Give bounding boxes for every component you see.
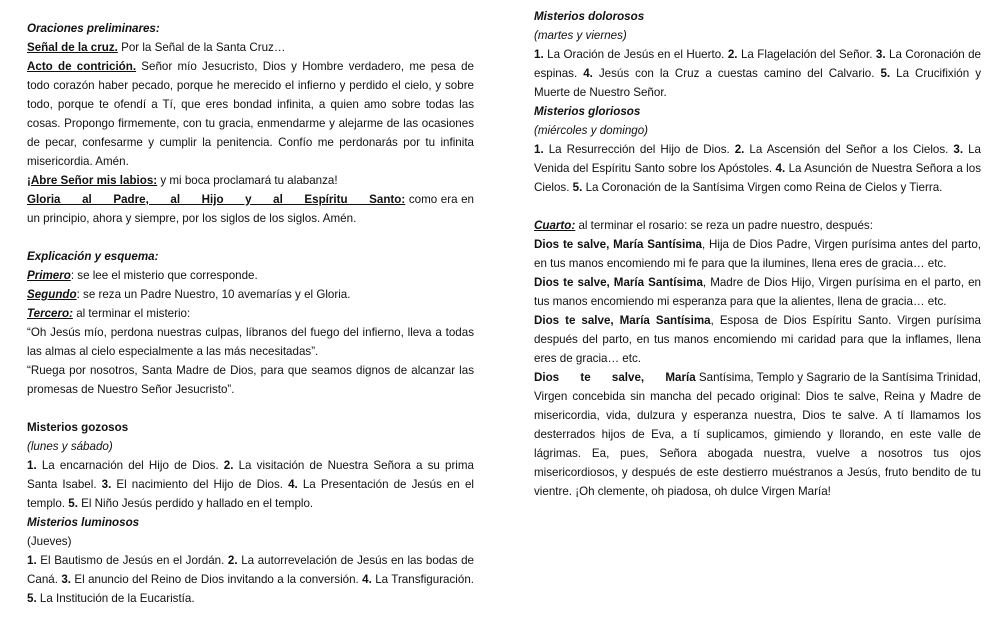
abre-label: ¡Abre Señor mis labios: <box>27 174 158 187</box>
mystery-number: 2. <box>727 48 738 61</box>
mystery-text: La encarnación del Hijo de Dios. <box>36 459 224 472</box>
segundo-paragraph <box>27 285 474 304</box>
cuarto-paragraph <box>534 216 981 235</box>
luminosos-list <box>27 551 474 608</box>
mystery-text: La Ascensión del Señor a los Cielos. <box>744 143 954 156</box>
mystery-text: El nacimiento del Hijo de Dios. <box>111 478 289 491</box>
gozosos-days: (lunes y sábado) <box>27 440 113 453</box>
mystery-number: 5. <box>880 67 891 80</box>
senal-label: Señal de la cruz. <box>27 41 118 54</box>
mystery-number: 1. <box>27 459 37 472</box>
ruega-prayer: “Ruega por nosotros, Santa Madre de Dios, para que seamos dignos de alcanzar las promesas de Nuestro Señor Jesucristo”. <box>27 364 474 396</box>
mystery-text: La Presentación de Jesús en el templo. <box>27 478 474 510</box>
mystery-text: El Niño Jesús perdido y hallado en el templo. <box>77 497 314 510</box>
contricion-label: Acto de contrición. <box>27 60 137 73</box>
abre-text: y mi boca proclamará tu alabanza! <box>157 174 338 187</box>
gloriosos-heading: Misterios gloriosos <box>534 105 641 118</box>
mystery-text: La Transfiguración. <box>371 573 474 586</box>
contricion-paragraph <box>27 57 474 171</box>
salve-label: Dios te salve, María <box>534 371 696 384</box>
mystery-text: La Crucifixión y Muerte de Nuestro Señor. <box>534 67 981 99</box>
mystery-number: 1. <box>27 554 37 567</box>
gloria-paragraph <box>27 190 474 228</box>
salve-text: , Hija de Dios Padre, Virgen purísima antes del parto, en tus manos encomiendo mi fe para que la ilumines, llena eres de gracia… etc. <box>534 238 981 270</box>
dolorosos-days: (martes y viernes) <box>534 29 627 42</box>
salve-text: , Madre de Dios Hijo, Virgen purísima en el parto, en tus manos encomiendo mi esperanza para que la alientes, llena de gracia… etc. <box>534 276 981 308</box>
mystery-text: La Oración de Jesús en el Huerto. <box>543 48 728 61</box>
mystery-number: 2. <box>227 554 238 567</box>
mystery-text: La Institución de la Eucaristía. <box>36 592 195 605</box>
senal-paragraph <box>27 38 474 57</box>
mystery-number: 3. <box>61 573 71 586</box>
mystery-number: 1. <box>534 48 544 61</box>
salve-4 <box>534 368 981 501</box>
mystery-number: 5. <box>68 497 78 510</box>
salve-2 <box>534 273 981 311</box>
cuarto-label: Cuarto: <box>534 219 576 232</box>
senal-text: Por la Señal de la Santa Cruz… <box>117 41 286 54</box>
explicacion-heading: Explicación y esquema: <box>27 250 159 263</box>
salve-text: Santísima, Templo y Sagrario de la Santísima Trinidad, Virgen concebida sin mancha del pecado original: Dios te salve, Reina y Madre de misericordia, vida, dulzura y esperanza nuestra, Dios te salve. A tí llamamos los desterrados hijos de Eva, a tí suplicamos, gimiendo y llorando, en este valle de lágrimas. Ea, pues, Señora abogada nuestra, vuelve a nosotros tus ojos misericordiosos, y después de este destierro muéstranos a Jesús, fruto bendito de tu vientre. ¡Oh clemente, oh piadosa, oh dulce Virgen María! <box>534 371 981 498</box>
salve-1 <box>534 235 981 273</box>
mystery-number: 3. <box>953 143 964 156</box>
gozosos-list <box>27 456 474 513</box>
right-column <box>534 7 981 501</box>
gloriosos-list <box>534 140 981 197</box>
prelim-heading: Oraciones preliminares: <box>27 22 160 35</box>
oh-jesus-prayer: “Oh Jesús mío, perdona nuestras culpas, líbranos del fuego del infierno, lleva a todas las almas al cielo especialmente a las más necesitadas”. <box>27 326 474 358</box>
salve-text: , Esposa de Dios Espíritu Santo. Virgen purísima después del parto, en tus manos encomiendo mi caridad para que la inflames, llena eres de gracia… etc. <box>534 314 981 365</box>
tercero-text: al terminar el misterio: <box>72 307 191 320</box>
primero-paragraph <box>27 266 474 285</box>
mystery-number: 4. <box>775 162 786 175</box>
mystery-number: 5. <box>572 181 583 194</box>
mystery-text: La Coronación de espinas. <box>534 48 981 80</box>
mystery-number: 4. <box>583 67 593 80</box>
mystery-number: 3. <box>875 48 886 61</box>
mystery-text: La Resurrección del Hijo de Dios. <box>543 143 735 156</box>
mystery-text: La autorrevelación de Jesús en las bodas de Caná. <box>27 554 474 586</box>
mystery-text: La Flagelación del Señor. <box>737 48 876 61</box>
mystery-text: El Bautismo de Jesús en el Jordán. <box>36 554 228 567</box>
gloria-text: como era en un principio, ahora y siempre, por los siglos de los siglos. Amén. <box>27 193 474 225</box>
tercero-label: Tercero: <box>27 307 73 320</box>
primero-label: Primero <box>27 269 71 282</box>
mystery-number: 4. <box>362 573 372 586</box>
gloriosos-days: (miércoles y domingo) <box>534 124 649 137</box>
mystery-number: 2. <box>223 459 234 472</box>
dolorosos-heading: Misterios dolorosos <box>534 10 645 23</box>
mystery-text: Jesús con la Cruz a cuestas camino del Calvario. <box>592 67 881 80</box>
segundo-label: Segundo <box>27 288 77 301</box>
left-column <box>27 19 474 608</box>
luminosos-heading: Misterios luminosos <box>27 516 140 529</box>
gloria-label: Gloria al Padre, al Hijo y al Espíritu Santo: <box>27 193 406 206</box>
dolorosos-list <box>534 45 981 102</box>
mystery-text: La Venida del Espíritu Santo sobre los Apóstoles. <box>534 143 981 175</box>
mystery-text: La Coronación de la Santísima Virgen como Reina de Cielos y Tierra. <box>582 181 943 194</box>
contricion-text: Señor mío Jesucristo, Dios y Hombre verdadero, me pesa de todo corazón haber pecado, porque he merecido el infierno y perdido el cielo, y sobre todo, porque te ofendí a Tí, que eres bondad infinita, a quien amo sobre todas las cosas. Propongo firmemente, con tu gracia, enmendarme y alejarme de las ocasiones de pecar, confesarme y cumplir la penitencia. Confío me perdonarás por tu infinita misericordia. Amén. <box>27 60 474 168</box>
mystery-number: 4. <box>288 478 298 491</box>
salve-label: Dios te salve, María Santísima <box>534 238 702 251</box>
gozosos-heading: Misterios gozosos <box>27 421 129 434</box>
abre-paragraph <box>27 171 474 190</box>
tercero-paragraph <box>27 304 474 323</box>
salve-3 <box>534 311 981 368</box>
mystery-number: 5. <box>27 592 37 605</box>
salve-label: Dios te salve, María Santísima <box>534 314 711 327</box>
primero-text: : se lee el misterio que corresponde. <box>70 269 258 282</box>
segundo-text: : se reza un Padre Nuestro, 10 avemarías y el Gloria. <box>76 288 351 301</box>
mystery-text: La Asunción de Nuestra Señora a los Cielos. <box>534 162 981 194</box>
mystery-text: La visitación de Nuestra Señora a su prima Santa Isabel. <box>27 459 474 491</box>
mystery-number: 2. <box>734 143 745 156</box>
cuarto-text: al terminar el rosario: se reza un padre nuestro, después: <box>575 219 873 232</box>
mystery-number: 3. <box>101 478 112 491</box>
luminosos-days: (Jueves) <box>27 535 72 548</box>
mystery-number: 1. <box>534 143 544 156</box>
salve-label: Dios te salve, María Santísima <box>534 276 703 289</box>
mystery-text: El anuncio del Reino de Dios invitando a la conversión. <box>71 573 363 586</box>
